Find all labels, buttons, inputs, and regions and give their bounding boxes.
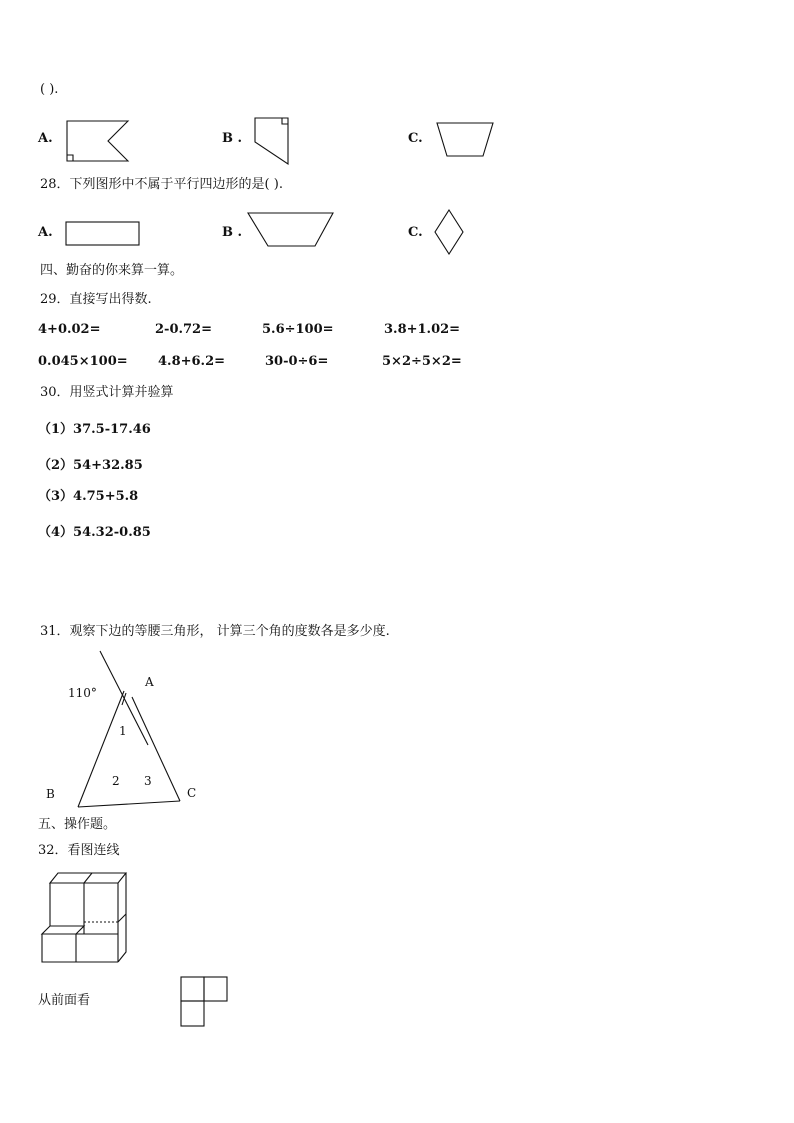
q32-view-label: 从前面看 [38, 993, 91, 1008]
q29-row2-item2: 4.8+6.2= [158, 354, 226, 369]
q28-option-a-label[interactable]: A. [38, 225, 53, 240]
q28-option-b-label[interactable]: B . [222, 225, 243, 240]
q29-row1-item1: 4+0.02= [38, 322, 101, 337]
section5-heading: 五、操作题。 [38, 817, 117, 832]
q28-option-b-figure [245, 210, 337, 250]
q29-row2-item1: 0.045×100= [38, 354, 128, 369]
q30-item-3: （3）4.75+5.8 [38, 489, 139, 504]
q29-row2-item4: 5×2÷5×2= [382, 354, 462, 369]
q28-option-c-label[interactable]: C. [408, 225, 423, 240]
q31-triangle-figure [40, 645, 210, 815]
q27-option-b-figure [252, 115, 294, 167]
section4-heading: 四、勤奋的你来算一算。 [40, 263, 184, 278]
q27-answer-blank: ( ). [40, 82, 59, 97]
q31-angle-3-label: 3 [144, 774, 152, 788]
q29-row1-item3: 5.6÷100= [262, 322, 334, 337]
q27-option-a-label[interactable]: A. [38, 131, 53, 146]
q30-item-2: （2）54+32.85 [38, 458, 143, 473]
q27-option-a-figure [64, 118, 134, 164]
q27-option-b-label[interactable]: B . [222, 131, 243, 146]
q27-option-c-label[interactable]: C. [408, 131, 423, 146]
q29-row2-item3: 30-0÷6= [265, 354, 329, 369]
q28-title: 28．下列图形中不属于平行四边形的是( ). [40, 177, 283, 192]
q31-angle-1-label: 1 [119, 724, 127, 738]
q29-title: 29．直接写出得数. [40, 292, 152, 307]
q31-vertex-b-label: B [46, 787, 55, 801]
q30-item-4: （4）54.32-0.85 [38, 525, 151, 540]
q30-item-1: （1）37.5-17.46 [38, 422, 151, 437]
q31-angle-2-label: 2 [112, 774, 120, 788]
q29-row1-item4: 3.8+1.02= [384, 322, 461, 337]
q29-row1-item2: 2-0.72= [155, 322, 212, 337]
q31-title: 31．观察下边的等腰三角形， 计算三个角的度数各是多少度. [40, 624, 390, 639]
q31-vertex-a-label: A [145, 675, 154, 689]
q28-option-a-figure [63, 219, 143, 249]
q31-angle-110-label: 110° [68, 686, 97, 700]
q27-option-c-figure [434, 120, 498, 160]
q28-option-c-figure [432, 208, 468, 258]
q32-cube-stack-figure [38, 868, 134, 968]
q30-title: 30．用竖式计算并验算 [40, 385, 174, 400]
q32-title: 32．看图连线 [38, 843, 120, 858]
q32-front-view-figure[interactable] [178, 974, 232, 1030]
q31-vertex-c-label: C [187, 786, 197, 800]
